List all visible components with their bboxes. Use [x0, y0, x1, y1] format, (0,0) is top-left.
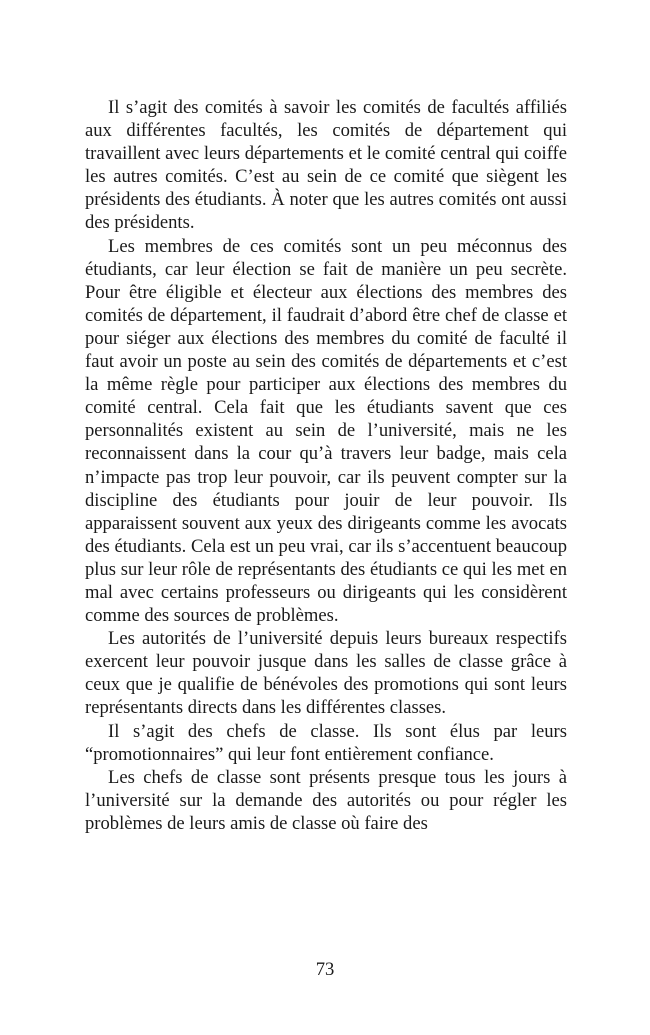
paragraph-4: Il s’agit des chefs de classe. Ils sont élus par leurs “promotionnaires” qui leur font entièrement confiance.: [85, 720, 567, 765]
paragraph-1: Il s’agit des comités à savoir les comités de facultés affiliés aux différentes facultés, les comités de département qui travaillent avec leurs départements et le comité central qui coiffe les autres comités. C’est au sein de ce comité que siègent les présidents des étudiants. À noter que les autres comités ont aussi des présidents.: [85, 97, 567, 234]
page-number: 73: [315, 959, 335, 980]
paragraph-5: Les chefs de classe sont présents presque tous les jours à l’université sur la demande des autorités ou pour régler les problèmes de leurs amis de classe où faire des: [85, 766, 567, 834]
paragraph-3: Les autorités de l’université depuis leurs bureaux respectifs exercent leur pouvoir jusque dans les salles de classe grâce à ceux que je qualifie de bénévoles des promotions qui sont leurs représentants directs dans les différentes classes.: [85, 628, 567, 719]
page-body: [85, 96, 567, 835]
paragraph-2: Les membres de ces comités sont un peu méconnus des étudiants, car leur élection se fait de manière un peu secrète. Pour être éligible et électeur aux élections des membres des comités de département, il faudrait d’abord être chef de classe et pour siéger aux élections des membres du comité de faculté il faut avoir un poste au sein des comités de départements et c’est la même règle pour participer aux élections des membres du comité central. Cela fait que les étudiants savent que ces personnalités existent au sein de l’université, mais ne les reconnaissent dans la cour qu’à travers leur badge, mais cela n’impacte pas trop leur pouvoir, car ils peuvent compter sur la discipline des étudiants pour jouir de leur pouvoir. Ils apparaissent souvent aux yeux des dirigeants comme les avocats des étudiants. Cela est un peu vrai, car ils s’accentuent beaucoup plus sur leur rôle de représentants des étudiants ce qui les met en mal avec certains professeurs ou dirigeants qui les considèrent comme des sources de problèmes.: [85, 235, 567, 627]
